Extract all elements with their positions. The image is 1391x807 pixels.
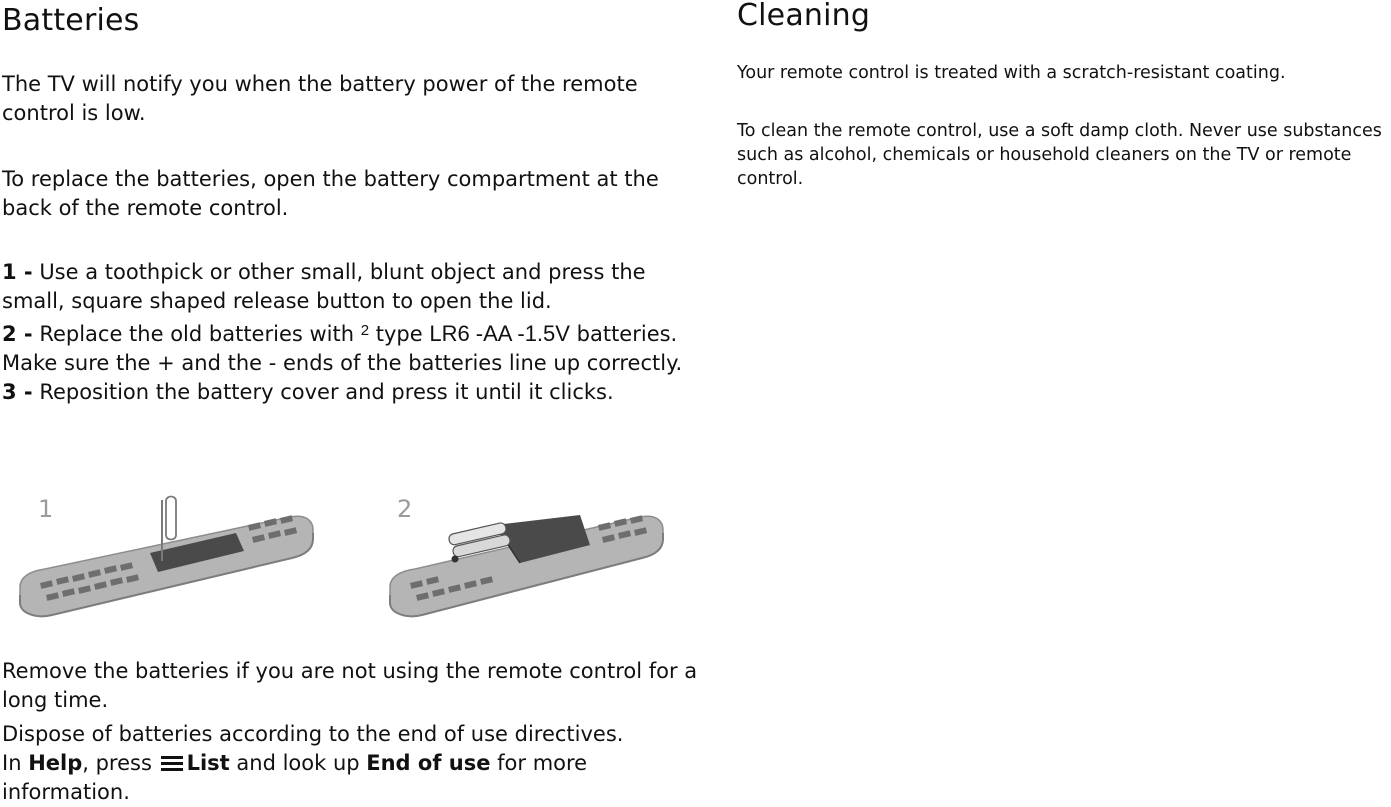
- help-text-look: and look up: [229, 751, 367, 775]
- batteries-replace: To replace the batteries, open the battery compartment at the back of the remote control.: [2, 167, 659, 220]
- remote-illustration-svg: [0, 475, 710, 645]
- batteries-remove: Remove the batteries if you are not using the remote control for a long time.: [2, 659, 698, 712]
- figure-label-1: 1: [38, 495, 54, 523]
- cleaning-instructions: To clean the remote control, use a soft damp cloth. Never use substances such as alcohol, chemicals or household cleaners on the TV or remote control.: [737, 121, 1382, 189]
- step-2-text-mid: type: [369, 322, 430, 346]
- battery-replacement-illustration: [0, 475, 710, 645]
- step-1: [2, 260, 646, 313]
- remote-control-open: [390, 515, 663, 616]
- step-1-text: Use a toothpick or other small, blunt object and press the small, square shaped release button to open the lid.: [2, 260, 646, 313]
- batteries-intro: The TV will notify you when the battery power of the remote control is low.: [2, 72, 638, 125]
- list-word: List: [186, 751, 230, 775]
- help-word: Help: [28, 751, 83, 775]
- step-3: [2, 380, 614, 404]
- step-2-number: 2 -: [2, 322, 33, 346]
- help-instruction: [2, 749, 702, 807]
- step-2: [2, 322, 682, 375]
- step-3-text: Reposition the battery cover and press it until it clicks.: [32, 380, 614, 404]
- cleaning-coating: Your remote control is treated with a scratch-resistant coating.: [737, 63, 1286, 83]
- end-of-use-word: End of use: [366, 751, 491, 775]
- battery-count: 2: [360, 322, 370, 339]
- battery-spec: LR6 -AA -1.5V: [429, 321, 570, 346]
- battery-steps: [2, 258, 702, 407]
- step-2-text-before: Replace the old batteries with: [32, 322, 361, 346]
- step-3-number: 3 -: [2, 380, 33, 404]
- help-text-more: for more information.: [2, 751, 588, 804]
- help-text-press: , press: [82, 751, 159, 775]
- remote-control-closed: [20, 497, 313, 617]
- step-1-number: 1 -: [2, 260, 33, 284]
- figure-label-2: 2: [397, 495, 413, 523]
- list-menu-icon: [161, 756, 183, 771]
- batteries-title: Batteries: [2, 3, 140, 38]
- batteries-dispose: Dispose of batteries according to the end of use directives.: [2, 722, 624, 746]
- cleaning-title: Cleaning: [737, 0, 871, 33]
- step-2-text-after: batteries. Make sure the + and the - ends of the batteries line up correctly.: [2, 322, 683, 375]
- help-text-in: In: [2, 751, 29, 775]
